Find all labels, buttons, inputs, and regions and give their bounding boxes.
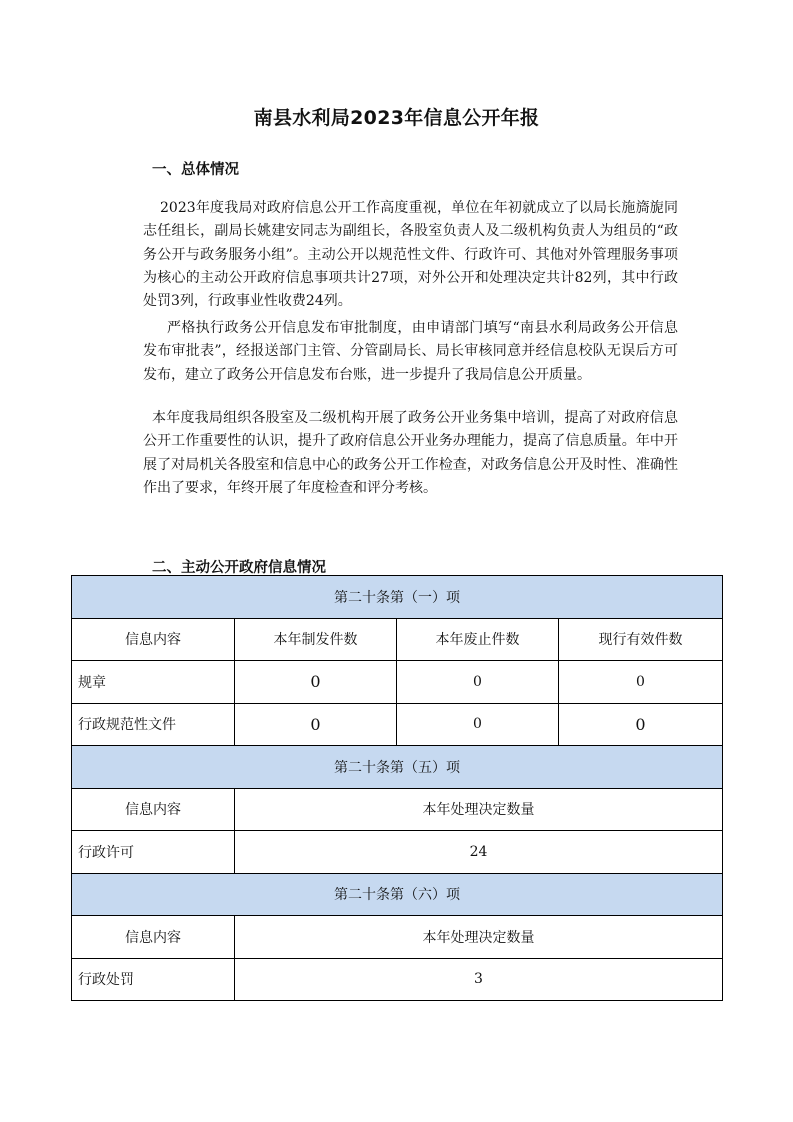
row-label: 规章 — [72, 661, 235, 704]
table-row — [72, 958, 723, 1001]
table-header-row — [72, 788, 723, 831]
header-cell: 信息内容 — [72, 618, 235, 661]
paragraph-overview-3: 本年度我局组织各股室及二级机构开展了政务公开业务集中培训，提高了对政府信息公开工作重要性的认识，提升了政府信息公开业务办理能力，提高了信息质量。年中开展了对局机关各股室和信息中心的政务公开工作检查，对政务信息公开及时性、准确性作出了要求，年终开展了年度检查和评分考核。 — [143, 410, 678, 496]
table-section-row — [72, 576, 723, 619]
table-row — [72, 703, 723, 746]
paragraph-overview-1: 2023年度我局对政府信息公开工作高度重视，单位在年初就成立了以局长施旖旎同志任组长，副局长姚建安同志为副组长，各股室负责人及二级机构负责人为组员的“政务公开与政务服务小组”。主动公开以规范性文件、行政许可、其他对外管理服务事项为核心的主动公开政府信息事项共计27项，对外公开和处理决定共计82列，其中行政处罚3列，行政事业性收费24列。 — [143, 200, 678, 310]
paragraph-overview-2: 严格执行政务公开信息发布审批制度，由申请部门填写“南县水利局政务公开信息发布审批表”，经报送部门主管、分管副局长、局长审核同意并经信息校队无误后方可发布，建立了政务公开信息发布台账，进一步提升了我局信息公开质量。 — [143, 320, 678, 383]
header-cell: 信息内容 — [72, 788, 235, 831]
table-row — [72, 831, 723, 874]
article-1-title: 第二十条第（一）项 — [72, 576, 723, 619]
row-label: 行政处罚 — [72, 958, 235, 1001]
table-section-row — [72, 746, 723, 789]
decision-count: 3 — [235, 958, 723, 1001]
table-header-row — [72, 916, 723, 959]
document-title: 南县水利局2023年信息公开年报 — [253, 107, 540, 129]
section-heading-overview: 一、总体情况 — [152, 162, 239, 178]
count-issued: 0 — [235, 661, 397, 704]
table-section-row — [72, 873, 723, 916]
header-cell: 现行有效件数 — [559, 618, 723, 661]
count-issued: 0 — [235, 703, 397, 746]
header-cell: 信息内容 — [72, 916, 235, 959]
header-cell: 本年处理决定数量 — [235, 916, 723, 959]
header-cell: 本年处理决定数量 — [235, 788, 723, 831]
decision-count: 24 — [235, 831, 723, 874]
count-abolished: 0 — [397, 703, 559, 746]
header-cell: 本年制发件数 — [235, 618, 397, 661]
section-heading-disclosure: 二、主动公开政府信息情况 — [152, 560, 326, 576]
count-valid: 0 — [559, 703, 723, 746]
table-row — [72, 661, 723, 704]
count-abolished: 0 — [397, 661, 559, 704]
disclosure-table — [71, 575, 723, 1001]
count-valid: 0 — [559, 661, 723, 704]
article-5-title: 第二十条第（五）项 — [72, 746, 723, 789]
row-label: 行政规范性文件 — [72, 703, 235, 746]
header-cell: 本年废止件数 — [397, 618, 559, 661]
table-header-row — [72, 618, 723, 661]
article-6-title: 第二十条第（六）项 — [72, 873, 723, 916]
row-label: 行政许可 — [72, 831, 235, 874]
